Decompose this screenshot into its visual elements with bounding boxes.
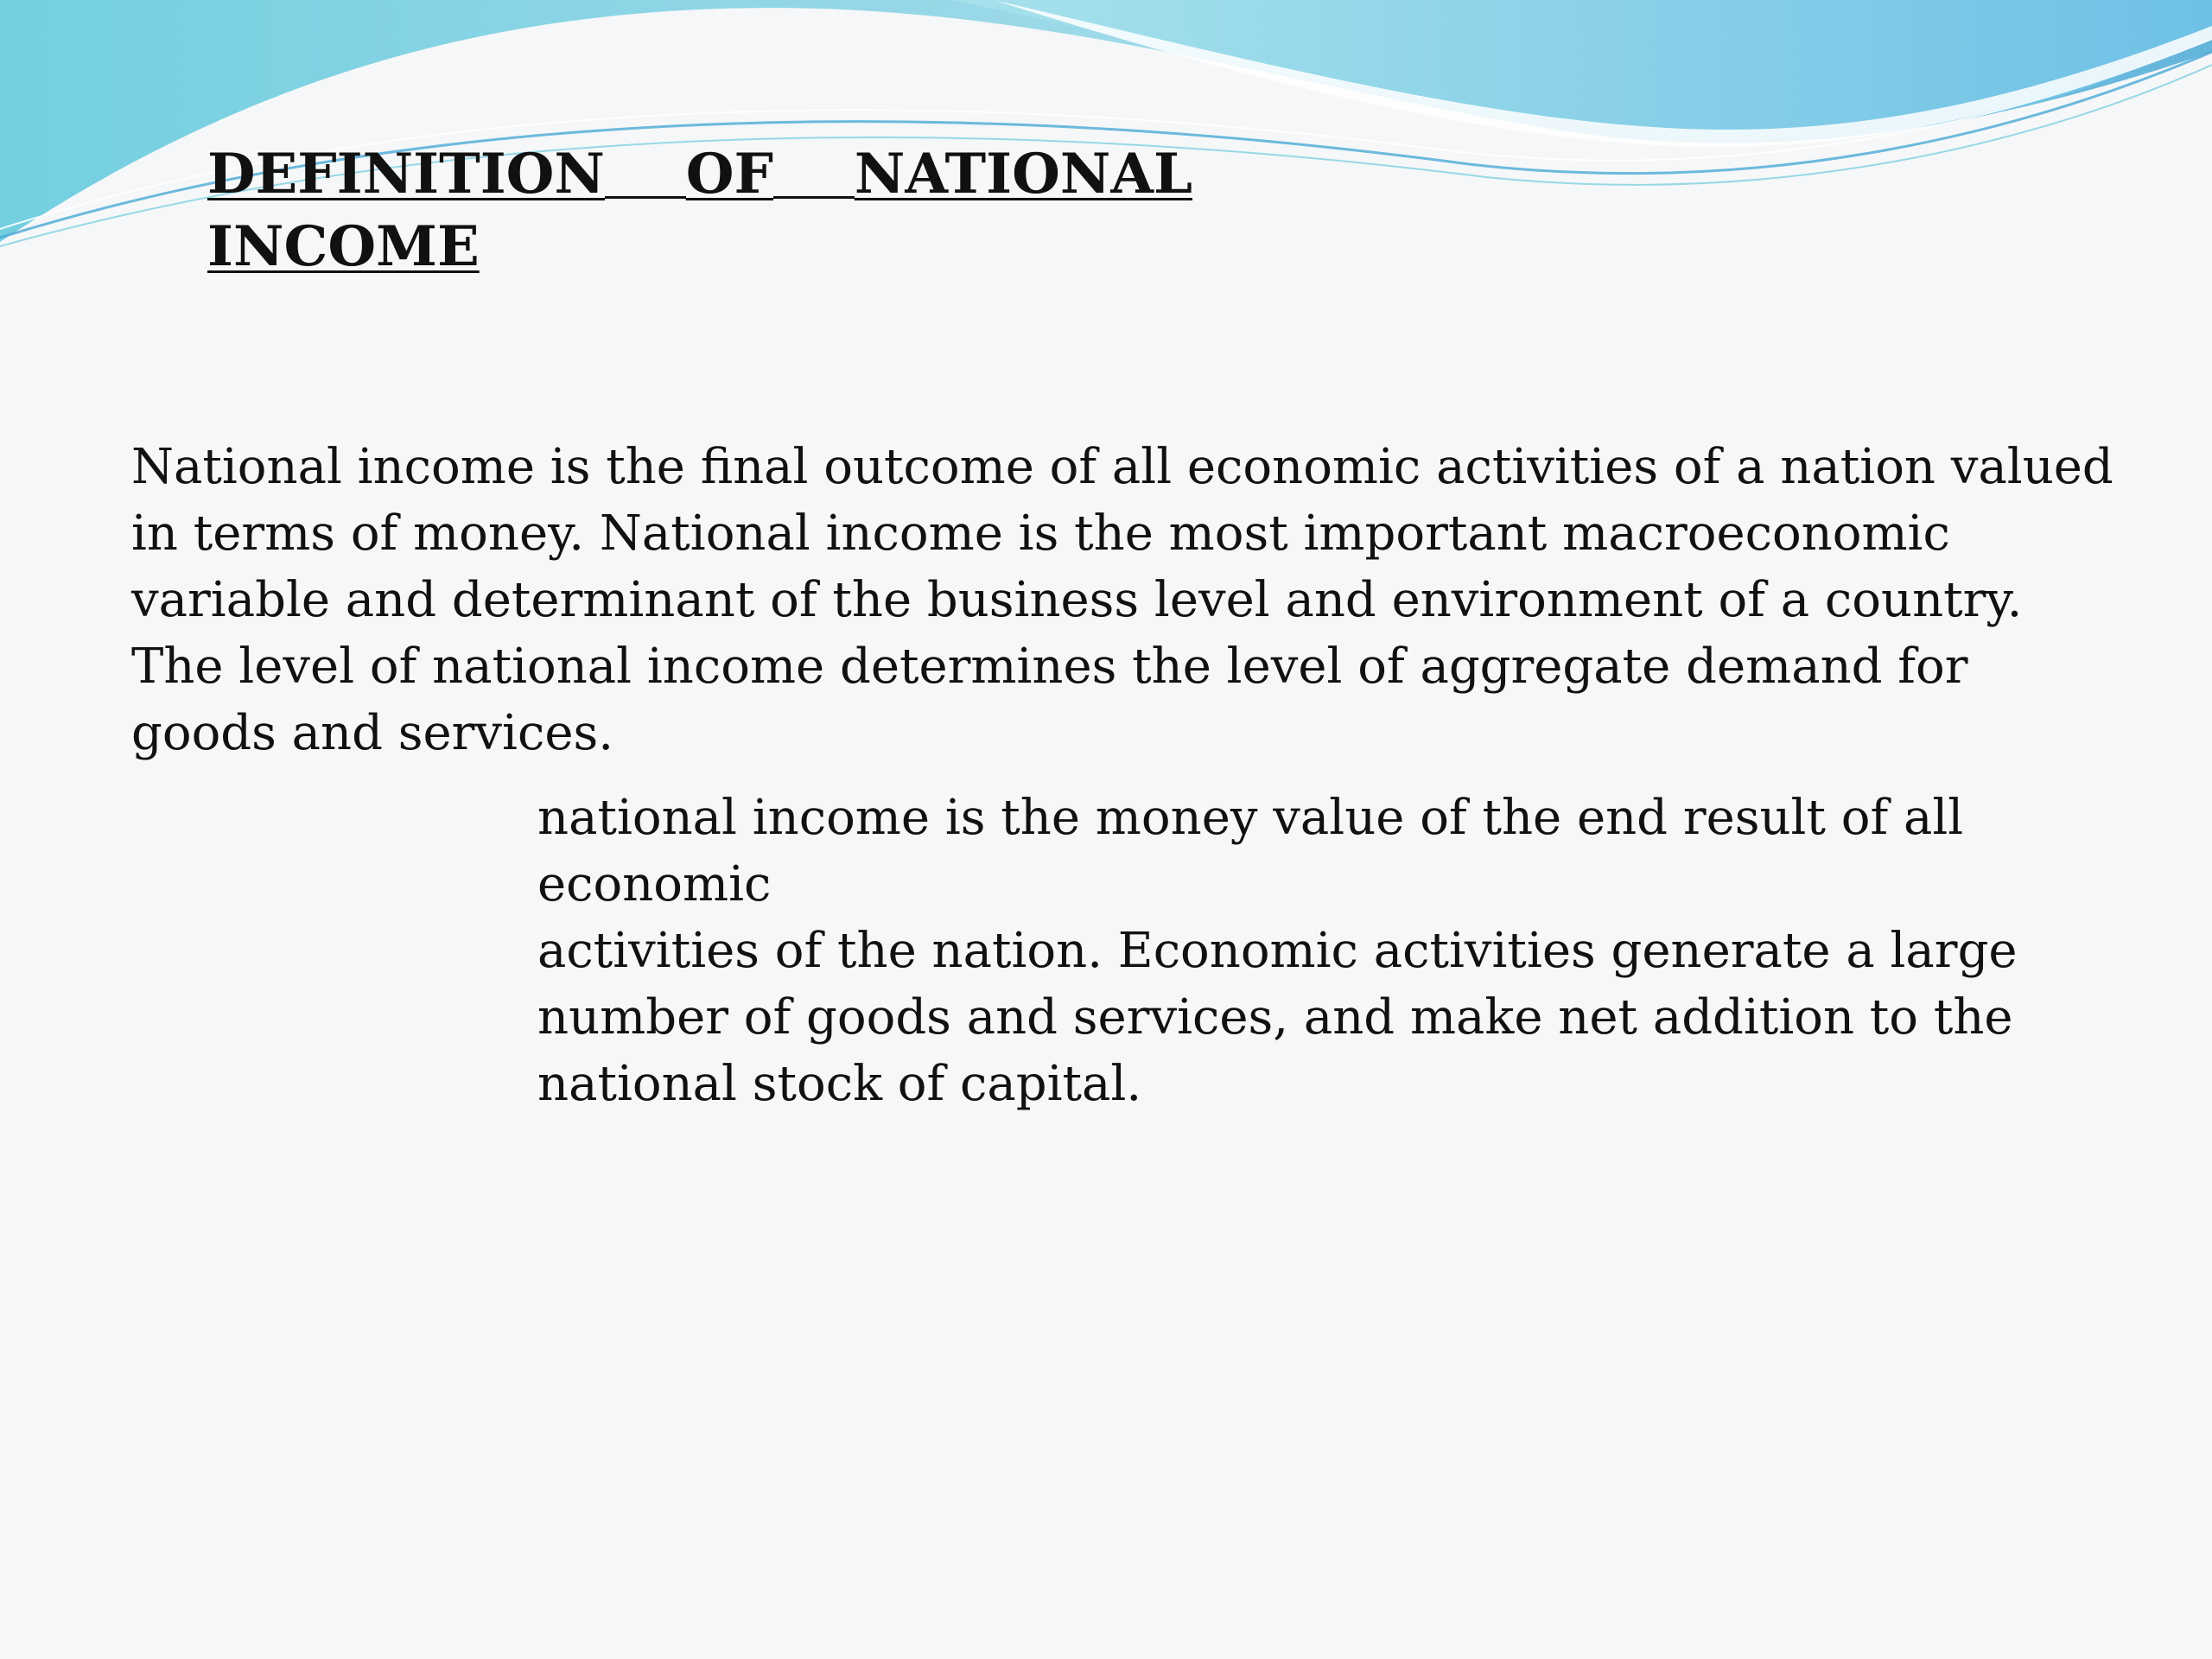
paragraph-line: economic bbox=[537, 856, 772, 912]
slide-title-line2: INCOME bbox=[207, 214, 480, 279]
definition-paragraph: National income is the final outcome of all economic activities of a nation valued in terms of money. National income is the most important macroeconomic variable and determinant of the business level and environment of a country. The level of national income determines the level of aggregate demand for goods and services. bbox=[131, 439, 2113, 761]
money-value-paragraph bbox=[537, 785, 2018, 1117]
title-word-of: OF bbox=[685, 142, 773, 207]
paragraph-line: number of goods and services, and make net addition to the bbox=[537, 989, 2013, 1046]
paragraph-line: national stock of capital. bbox=[537, 1056, 1142, 1112]
paragraph-line: activities of the nation. Economic activities generate a large bbox=[537, 923, 2018, 979]
slide-title bbox=[207, 138, 1192, 283]
paragraph-line: national income is the money value of the end result of all bbox=[537, 790, 1964, 846]
title-word-definition: DEFINITION bbox=[207, 142, 605, 207]
slide-title-line1 bbox=[207, 138, 1192, 211]
title-word-national: NATIONAL bbox=[854, 142, 1192, 207]
